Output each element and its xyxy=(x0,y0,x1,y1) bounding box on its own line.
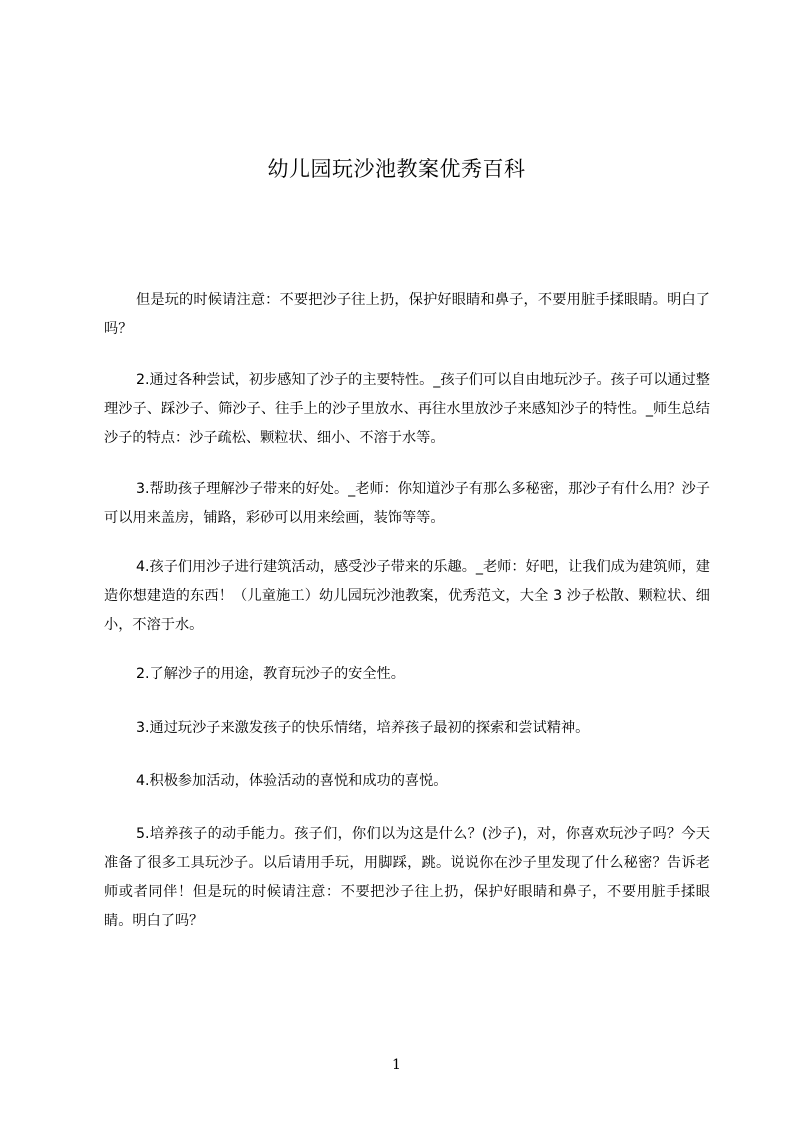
document-title: 幼儿园玩沙池教案优秀百科 xyxy=(267,157,526,182)
paragraph-sand-benefits: 3.帮助孩子理解沙子带来的好处。_老师：你知道沙子有那么多秘密，那沙子有什么用？沙子可以用来盖房，铺路，彩砂可以用来绘画，装饰等等。 xyxy=(104,481,710,526)
paragraph-sand-uses: 2.了解沙子的用途，教育玩沙子的安全性。 xyxy=(136,666,405,682)
paragraph-safety-reminder: 但是玩的时候请注意：不要把沙子往上扔，保护好眼睛和鼻子，不要用脏手揉眼睛。明白了吗？ xyxy=(104,292,710,337)
paragraph-happy-emotions: 3.通过玩沙子来激发孩子的快乐情绪，培养孩子最初的探索和尝试精神。 xyxy=(136,720,590,736)
page-number: 1 xyxy=(392,1057,401,1073)
paragraph-participation: 4.积极参加活动，体验活动的喜悦和成功的喜悦。 xyxy=(136,773,448,789)
paragraph-building-activity: 4.孩子们用沙子进行建筑活动，感受沙子带来的乐趣。_老师：好吧，让我们成为建筑师，建造你想建造的东西！（儿童施工）幼儿园玩沙池教案，优秀范文，大全 3 沙子松散、颗粒状、细小，不溶于水。 xyxy=(104,559,710,633)
paragraph-hands-on-ability: 5.培养孩子的动手能力。孩子们，你们以为这是什么？(沙子)，对，你喜欢玩沙子吗？今天准备了很多工具玩沙子。以后请用手玩，用脚踩，跳。说说你在沙子里发现了什么秘密？告诉老师或者同伴！但是玩的时候请注意：不要把沙子往上扔，保护好眼睛和鼻子，不要用脏手揉眼睛。明白了吗？ xyxy=(104,826,710,929)
paragraph-sand-properties: 2.通过各种尝试，初步感知了沙子的主要特性。_孩子们可以自由地玩沙子。孩子可以通过整理沙子、踩沙子、筛沙子、往手上的沙子里放水、再往水里放沙子来感知沙子的特性。_师生总结沙子的特点：沙子疏松、颗粒状、细小、不溶于水等。 xyxy=(104,372,710,446)
